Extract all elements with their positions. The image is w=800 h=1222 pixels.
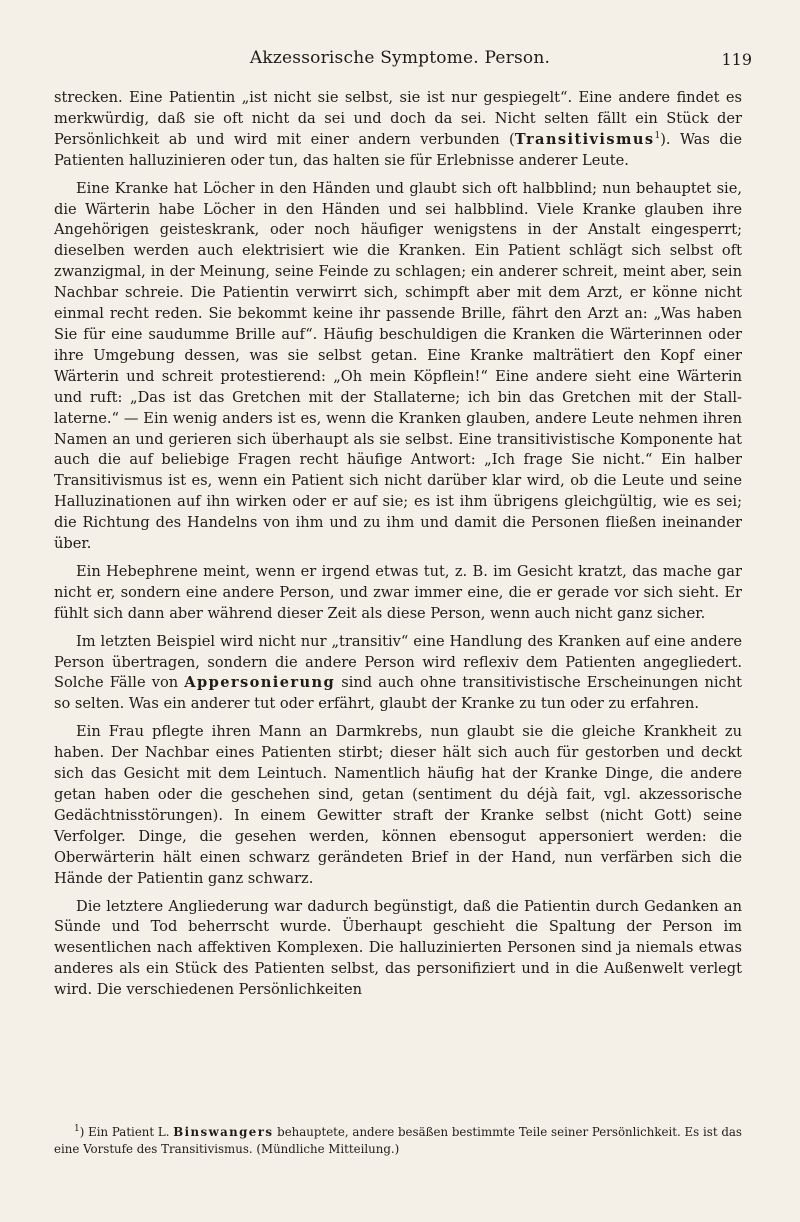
page-number: 119 [721,50,752,69]
paragraph-1: strecken. Eine Patientin „ist nicht sie selbst, sie ist nur gespiegelt“. Eine andere findet es merkwürdig, daß sie oft nicht da sei und doch da sei. Nicht selten fällt ein Stück der Persönlichkeit ab und wird mit einer andern verbunden (Transitivismus$^1$). Was die Patienten halluzinieren oder tun, das halten sie für Erlebnisse anderer Leute. [54,89,742,169]
footnote-number: 1 [74,1124,80,1135]
paragraph-4: Im letzten Beispiel wird nicht nur „transitiv“ eine Handlung des Kranken auf eine andere Person übertragen, sondern die andere Person wird reflexiv dem Patienten angegliedert. Solche Fälle von Appersonierung sind auch ohne transitivistische Erscheinungen nicht so selten. Was ein anderer tut oder erfährt, glaubt der Kranke zu tun oder zu erfahren. [54,632,742,713]
paragraph-2: Eine Kranke hat Löcher in den Händen und glaubt sich oft halbblind; nun behauptet sie, die Wärterin habe Löcher in den Händen und sei halbblind. Viele Kranke glauben ihre Angehörigen geisteskrank, oder noch häufiger wenigstens in der Anstalt eingesperrt; dieselben werden auch elektrisiert wie die Kranken. Ein Patient schlägt sich selbst oft zwanzigmal, in der Meinung, seine Feinde zu schlagen; ein anderer schreit, meint aber, sein Nachbar schreie. Die Patientin verwirrt sich, schimpft aber mit dem Arzt, er könne nicht einmal recht reden. Sie bekommt keine ihr passende Brille, fährt den Arzt an: „Was haben Sie für eine saudumme Brille auf“. Häufig beschuldigen die Kranken die Wärterinnen oder ihre Umgebung dessen, was sie selbst getan. Eine Kranke malträtiert den Kopf einer Wärterin und schreit protestierend: „Oh mein Köpflein!“ Eine andere sieht eine Wärterin und ruft: „Das ist das Gretchen mit der Stallaterne; ich bin das Gretchen mit der Stall-laterne.“ — Ein wenig anders ist es, wenn die Kranken glauben, andere Leute nehmen ihren Namen an und gerieren sich überhaupt als sie selbst. Eine transitivistische Komponente hat auch die auf beliebige Fragen recht häufige Antwort: „Ich frage Sie nicht.“ Ein halber Transitivismus ist es, wenn ein Patient sich nicht darüber klar wird, ob die Leute und seine Halluzinationen auf ihn wirken oder er auf sie; es ist ihm übrigens gleichgültig, wie es sei; die Richtung des Handelns von ihm und zu ihm und damit die Personen fließen ineinander über. [54,179,742,553]
footnote-marker[interactable]: 1 [654,130,661,141]
footnote: $^1$) Ein Patient L. Binswangers behauptete, andere besäßen bestimmte Teile seiner Persönlichkeit. Es ist das eine Vorstufe des Transitivismus. (Mündliche Mitteilung.) [54,1124,742,1156]
footnote-name: Binswangers [173,1125,274,1139]
paragraph-6: Die letztere Angliederung war dadurch begünstigt, daß die Patientin durch Gedanken an Sünde und Tod beherrscht wurde. Überhaupt geschieht die Spaltung der Person im wesentlichen nach affektiven Komplexen. Die halluzinierten Personen sind ja niemals etwas anderes als ein Stück des Patienten selbst, das personifiziert und in die Außenwelt verlegt wird. Die verschiedenen Persönlichkeiten [54,897,742,999]
term-appersonierung: Appersonierung [184,674,336,692]
term-transitivismus: Transitivismus [514,130,655,148]
running-title: Akzessorische Symptome. Person. [249,48,551,68]
page-header [0,48,800,78]
paragraph-5: Ein Frau pflegte ihren Mann an Darmkrebs, nun glaubt sie die gleiche Krankheit zu haben. Der Nachbar eines Patienten stirbt; dieser hält sich auch für gestorben und deckt sich das Gesicht mit dem Leintuch. Namentlich häufig hat der Kranke Dinge, die andere getan haben oder die geschehen sind, getan (sentiment du déjà fait, vgl. akzessorische Gedächtnisstörungen). In einem Gewitter straft der Kranke selbst (nicht Gott) seine Verfolger. Dinge, die gesehen werden, können ebensogut appersoniert werden: die Oberwärterin hält einen schwarz gerändeten Brief in der Hand, nun verfärben sich die Hände der Patientin ganz schwarz. [54,723,742,887]
paragraph-3: Ein Hebephrene meint, wenn er irgend etwas tut, z. B. im Gesicht kratzt, das mache gar nicht er, sondern eine andere Person, und zwar immer eine, die er gerade vor sich sieht. Er fühlt sich dann aber während dieser Zeit als diese Person, wenn auch nicht ganz sicher. [54,562,742,622]
body-text [54,88,742,1001]
